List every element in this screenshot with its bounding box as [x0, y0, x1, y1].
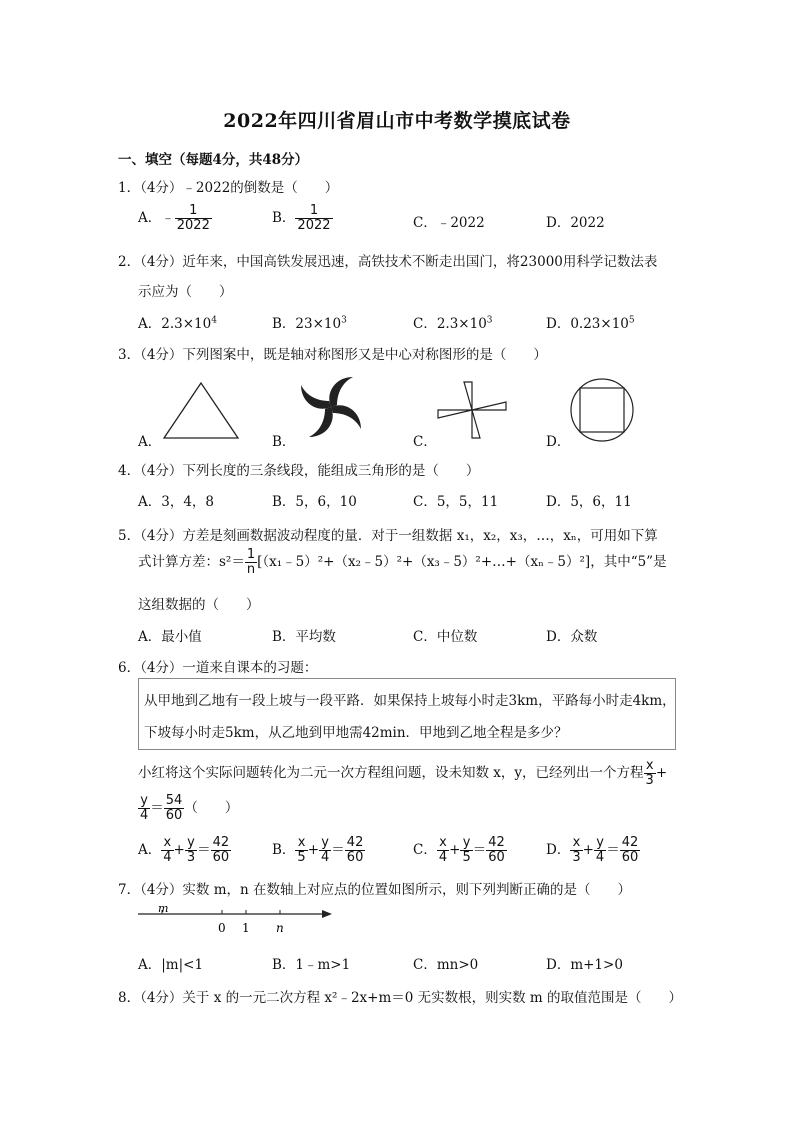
square-shape: [580, 388, 624, 432]
q1-option-a: [138, 204, 212, 233]
windmill-shape: [438, 382, 506, 438]
section-heading: 一、填空（每题4分，共48分）: [118, 152, 309, 168]
label-n: n: [276, 921, 284, 935]
label-0: 0: [218, 921, 226, 935]
q1-option-c: C．﹣2022: [413, 215, 485, 231]
q6-eq-sign: ＝: [150, 800, 164, 816]
q6-stem: 6．（4分）一道来自课本的习题：: [118, 660, 318, 676]
q6-option-c: C． $\frac{x}{4}$ + $\frac{y}{5}$ ＝ $\frac{42}{60}$: [413, 835, 505, 865]
q1-a-sign: ﹣: [161, 210, 175, 226]
q6-box-line2: 下坡每小时走5km，从乙地到甲地需42min．甲地到乙地全程是多少？: [144, 725, 568, 741]
q4-option-c: C．5，5，11: [413, 494, 499, 510]
q3-triangle-figure: [160, 380, 242, 442]
q2-option-d: [546, 312, 635, 332]
q4-option-b: B．5，6，10: [272, 494, 357, 510]
q1-b-fraction: [295, 204, 332, 233]
q3-circle-square-figure: [568, 376, 636, 444]
q7-option-c: C．mn>0: [413, 957, 479, 973]
q7-stem: 7．（4分）实数 m，n 在数轴上对应点的位置如图所示，则下列判断正确的是（ ）: [118, 882, 632, 898]
q6-option-d: D． $\frac{x}{3}$ + $\frac{y}{4}$ ＝ $\frac{42}{60}$: [546, 835, 639, 865]
q5-fraction: [245, 548, 257, 577]
q2-option-c: [413, 312, 493, 332]
q2-b-exp: 3: [341, 315, 347, 326]
q5-stem-line1: 5．（4分）方差是刻画数据波动程度的量．对于一组数据 x₁，x₂，x₃，…，xₙ，可用如下算: [118, 528, 658, 544]
q2-a-exp: 4: [211, 315, 217, 326]
q5-formula-rest: [（x₁﹣5）²+（x₂﹣5）²+（x₃﹣5）²+…+（xₙ﹣5）²]，其中“5”是: [257, 554, 667, 570]
q2-stem-line1: 2．（4分）近年来，中国高铁发展迅速，高铁技术不断走出国门，将23000用科学记数法表: [118, 254, 658, 270]
q8-stem: 8．（4分）关于 x 的一元二次方程 x²﹣2x+m＝0 无实数根，则实数 m 的取值范围是（ ）: [118, 990, 683, 1006]
q5-stem-line2: [138, 548, 667, 577]
pinwheel-shape: [301, 377, 361, 437]
q3-option-b-label: B．: [272, 434, 296, 450]
q5-option-c: C．中位数: [413, 629, 478, 645]
q6-option-a: A． $\frac{x}{4}$ + $\frac{y}{3}$ ＝ $\frac{42}{60}$: [138, 835, 230, 865]
page-title: 2022年四川省眉山市中考数学摸底试卷: [223, 110, 571, 132]
q2-d-exp: 5: [628, 315, 635, 326]
q2-option-b: [272, 312, 347, 332]
q1-b-label: B．: [272, 210, 296, 226]
q7-option-b: B．1﹣m>1: [272, 957, 351, 973]
q3-windmill-figure: [434, 378, 510, 442]
q6-plus: +: [655, 765, 668, 781]
q2-stem-line2: 示应为（ ）: [138, 284, 233, 300]
q7-option-d: D．m+1>0: [546, 957, 623, 973]
q6-stem-line3: [138, 759, 667, 788]
label-m: m: [158, 904, 169, 915]
q4-option-a: A．3，4，8: [138, 494, 215, 510]
q6-text: 小红将这个实际问题转化为二元一次方程组问题，设未知数 x，y，已经列出一个方程: [138, 765, 644, 781]
q3-option-c-label: C．: [413, 434, 437, 450]
q1-option-b: [272, 204, 333, 233]
q6-paren: （ ）: [184, 800, 239, 816]
q3-option-a-label: A．: [138, 434, 162, 450]
q7-number-line: [136, 904, 336, 938]
q2-a-text: A．2.3×10: [138, 316, 212, 332]
q2-c-exp: 3: [486, 315, 493, 326]
q6-frac-x3: [644, 759, 656, 788]
q6-box-line1: 从甲地到乙地有一段上坡与一段平路．如果保持上坡每小时走3km，平路每小时走4km，: [144, 693, 676, 709]
q4-stem: 4．（4分）下列长度的三条线段，能组成三角形的是（ ）: [118, 463, 480, 479]
q1-a-fraction: [175, 204, 212, 233]
q1-stem: 1．（4分）﹣2022的倒数是（ ）: [118, 180, 339, 196]
label-1: 1: [242, 921, 250, 935]
q6-equation-line: [138, 794, 238, 823]
q5-stem-line3: 这组数据的（ ）: [138, 597, 260, 613]
q1-option-d: D．2022: [546, 215, 605, 231]
q1-a-den: 2022: [176, 218, 210, 233]
q6-frac-y4: $\frac{y}{4}$: [140, 793, 149, 823]
q5-formula-prefix: 式计算方差：s²＝: [138, 554, 245, 570]
q7-option-a: A．|m|<1: [138, 957, 204, 973]
number-line-arrow: [322, 910, 332, 918]
q3-stem: 3．（4分）下列图案中，既是轴对称图形又是中心对称图形的是（ ）: [118, 347, 547, 363]
q1-b-den: 2022: [297, 218, 331, 233]
q5-frac-den: n: [246, 562, 256, 577]
q2-option-a: [138, 312, 217, 332]
q6-option-b: B． $\frac{x}{5}$ + $\frac{y}{4}$ ＝ $\frac{42}{60}$: [272, 835, 364, 865]
triangle-shape: [164, 383, 238, 438]
q5-option-d: D．众数: [546, 629, 598, 645]
q3-option-d-label: D．: [546, 434, 571, 450]
q1-a-num: 1: [175, 204, 212, 219]
q2-c-text: C．2.3×10: [413, 316, 487, 332]
q6-frac-x: x: [644, 759, 656, 774]
q2-d-text: D．0.23×10: [546, 316, 629, 332]
q1-b-num: 1: [295, 204, 332, 219]
q6-problem-box: [138, 678, 676, 750]
q2-b-text: B．23×10: [272, 316, 342, 332]
q6-frac-3: 3: [645, 773, 654, 788]
q6-frac-54-60: $\frac{54}{60}$: [165, 793, 183, 823]
q5-frac-num: 1: [246, 547, 256, 562]
q3-pinwheel-figure: [296, 372, 366, 442]
q5-option-b: B．平均数: [272, 629, 336, 645]
q4-option-d: D．5，6，11: [546, 494, 632, 510]
q1-a-label: A．: [138, 210, 162, 226]
q5-option-a: A．最小值: [138, 629, 202, 645]
